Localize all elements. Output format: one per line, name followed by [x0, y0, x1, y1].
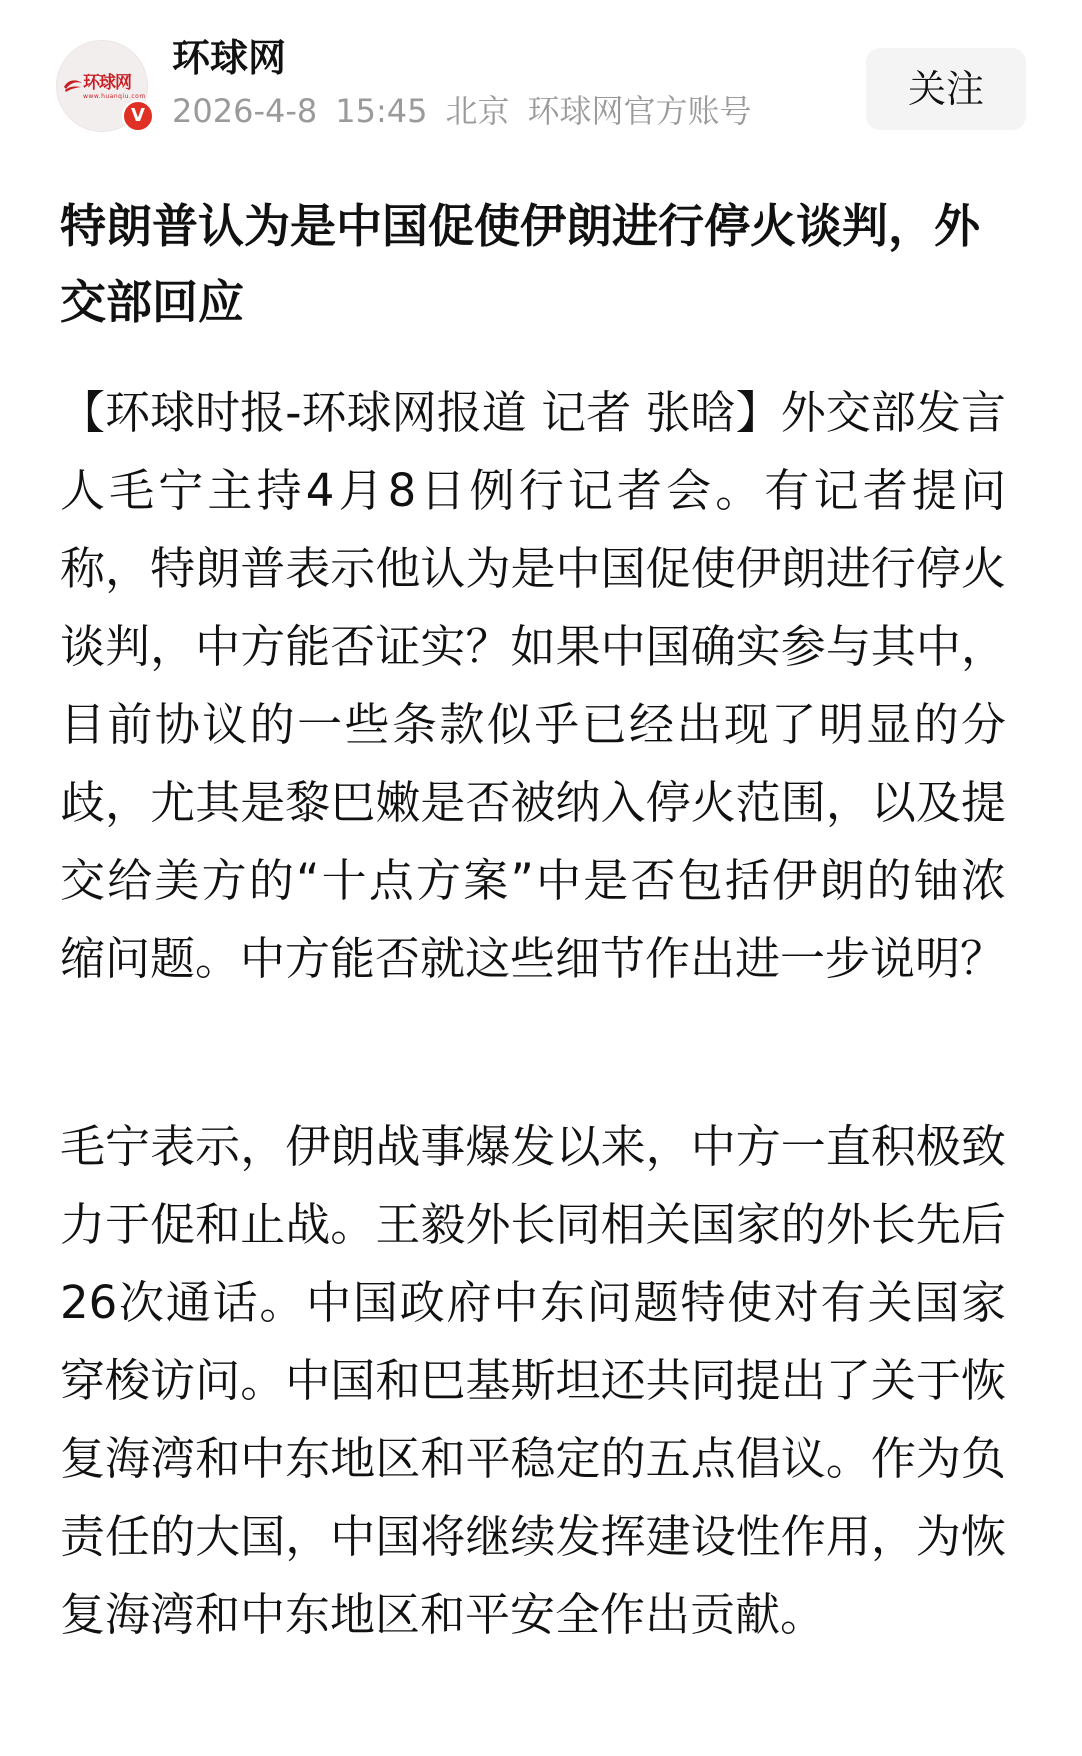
- article-title: 特朗普认为是中国促使伊朗进行停火谈判，外交部回应: [60, 199, 980, 329]
- huanqiu-logo: [63, 71, 146, 101]
- account-name[interactable]: 环球网: [172, 36, 287, 80]
- verified-badge-icon: V: [122, 100, 154, 132]
- account-type: 环球网官方账号: [527, 92, 752, 130]
- article-paragraph-2: 毛宁表示，伊朗战事爆发以来，中方一直积极致力于促和止战。王毅外长同相关国家的外长先后26次通话。中国政府中东问题特使对有关国家穿梭访问。中国和巴基斯坦还共同提出了关于恢复海湾和中东地区和平稳定的五点倡议。作为负责任的大国，中国将继续发挥建设性作用，为恢复海湾和中东地区和平安全作出贡献。: [60, 1120, 1006, 1641]
- post-location: 北京: [445, 92, 510, 130]
- follow-button[interactable]: 关注: [866, 48, 1026, 130]
- post-header: [0, 0, 1082, 150]
- logo-swoosh-icon: [63, 77, 83, 93]
- post-meta: [172, 90, 752, 132]
- logo-subtext: www.huanqiu.com: [83, 93, 146, 100]
- post-time: 15:45: [335, 92, 428, 130]
- article-paragraph-1: 【环球时报-环球网报道 记者 张晗】外交部发言人毛宁主持4月8日例行记者会。有记者提问称，特朗普表示他认为是中国促使伊朗进行停火谈判，中方能否证实？如果中国确实参与其中，目前协议的一些条款似乎已经出现了明显的分歧，尤其是黎巴嫩是否被纳入停火范围，以及提交给美方的“十点方案”中是否包括伊朗的铀浓缩问题。中方能否就这些细节作出进一步说明？: [60, 386, 1006, 985]
- post-date: 2026-4-8: [172, 92, 318, 130]
- account-avatar[interactable]: [56, 40, 148, 132]
- logo-text: 环球网: [83, 73, 131, 93]
